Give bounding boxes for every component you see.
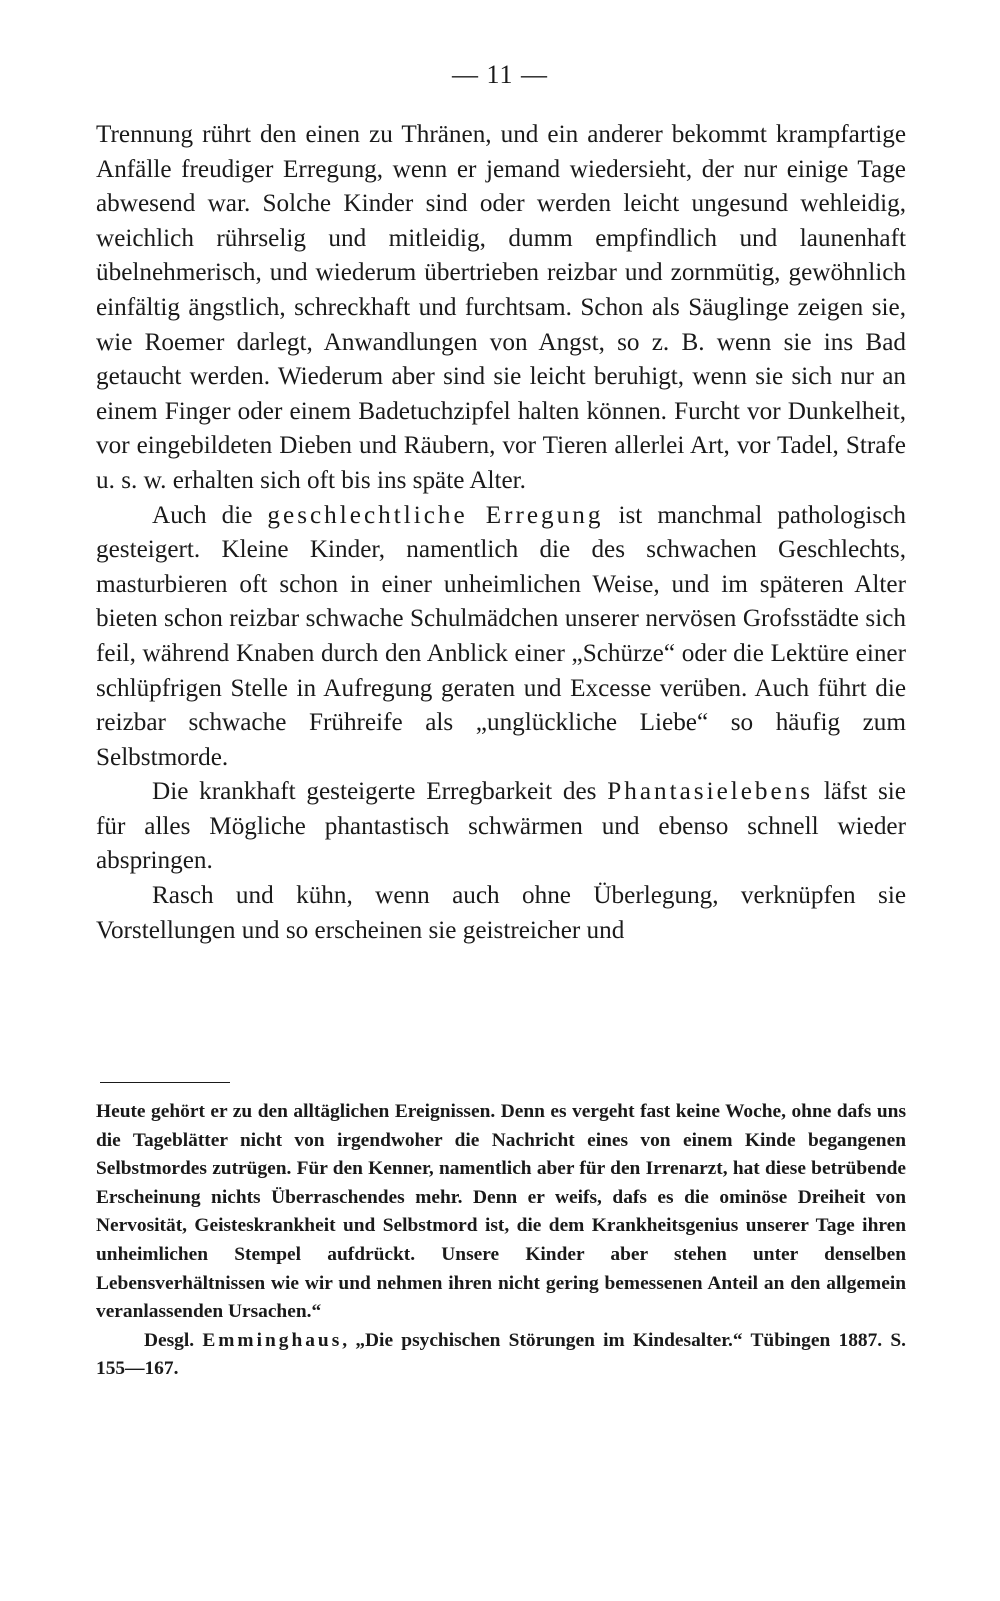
footnote-reference: [96, 1327, 906, 1384]
main-text: [96, 118, 906, 948]
reference-title: , „Die psychischen Störungen im Kindesalter.“ Tübingen 1887. S. 155—167.: [96, 1329, 906, 1380]
footnote-text: Heute gehört er zu den alltäglichen Ereignissen. Denn es vergeht fast keine Woche, ohne dafs uns die Tageblätter nicht von irgendwoher die Nachricht eines von einem Kinde begangenen Selbstmordes zutrügen. Für den Kenner, namentlich aber für den Irrenarzt, hat diese betrübende Erscheinung nichts Überraschendes mehr. Denn er weifs, dafs es die ominöse Dreiheit von Nervosität, Geisteskrankheit und Selbstmord ist, die dem Krankheitsgenius unserer Tage ihren unheimlichen Stempel aufdrückt. Unsere Kinder aber stehen unter denselben Lebensverhältnissen wie wir und nehmen ihren nicht gering bemessenen Anteil an den allgemein veranlassenden Ursachen.“: [96, 1101, 906, 1323]
footnote: [96, 1098, 906, 1384]
paragraph-3-start: Die krankhaft gesteigerte Erregbarkeit des: [152, 778, 608, 806]
reference-author: Emminghaus: [202, 1329, 343, 1351]
emphasis-phantasielebens: Phantasielebens: [607, 778, 814, 806]
reference-prefix: Desgl.: [144, 1329, 203, 1351]
page-number: — 11 —: [451, 60, 549, 89]
emphasis-geschlechtliche-erregung: geschlechtliche Erregung: [267, 501, 604, 529]
paragraph-2-start: Auch die: [152, 501, 268, 529]
paragraph-3-rest: läfst sie für alles Mögliche phantastisch schwärmen und ebenso schnell wieder abspringen.: [96, 778, 906, 875]
paragraph-4: Rasch und kühn, wenn auch ohne Überlegung, verknüpfen sie Vorstellungen und so erscheinen sie geistreicher und: [96, 882, 906, 944]
paragraph-2: [96, 499, 906, 776]
footnote-rule: [100, 1082, 230, 1083]
paragraph-2-rest: ist manchmal pathologisch gesteigert. Kleine Kinder, namentlich die des schwachen Geschlechts, masturbieren oft schon in einer unheimlichen Weise, und im späteren Alter bieten schon reizbar schwache Schulmädchen unserer nervösen Grofsstädte sich feil, während Knaben durch den Anblick einer „Schürze“ oder die Lektüre einer schlüpfrigen Stelle in Aufregung geraten und Excesse verüben. Auch führt die reizbar schwache Frühreife als „unglückliche Liebe“ so häufig zum Selbstmorde.: [96, 501, 906, 771]
paragraph-1: Trennung rührt den einen zu Thränen, und ein anderer bekommt krampfartige Anfälle freudiger Erregung, wenn er jemand wiedersieht, der nur einige Tage abwesend war. Solche Kinder sind oder werden leicht ungesund wehleidig, weichlich rührselig und mitleidig, dumm empfindlich und launenhaft übelnehmerisch, und wiederum übertrieben reizbar und zornmütig, gewöhnlich einfältig ängstlich, schreckhaft und furchtsam. Schon als Säuglinge zeigen sie, wie Roemer darlegt, Anwandlungen von Angst, so z. B. wenn sie ins Bad getaucht werden. Wiederum aber sind sie leicht beruhigt, wenn sie sich nur an einem Finger oder einem Badetuchzipfel halten können. Furcht vor Dunkelheit, vor eingebildeten Dieben und Räubern, vor Tieren allerlei Art, vor Tadel, Strafe u. s. w. erhalten sich oft bis ins späte Alter.: [96, 121, 906, 494]
paragraph-3: [96, 775, 906, 879]
